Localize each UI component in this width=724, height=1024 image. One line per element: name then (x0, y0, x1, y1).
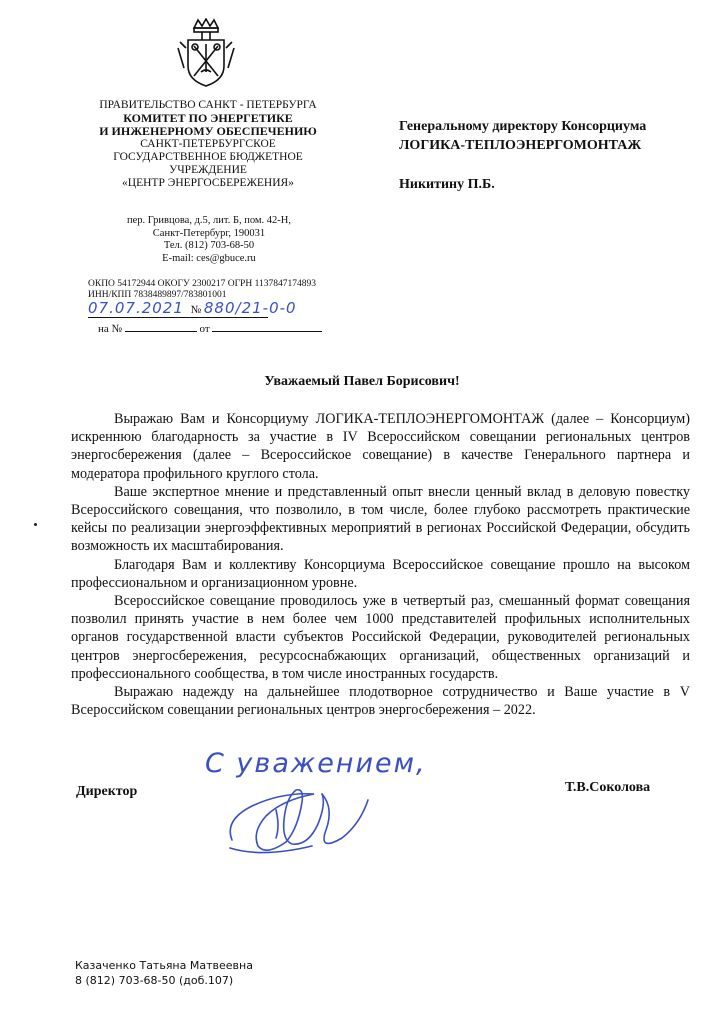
number-sign: № (190, 304, 202, 316)
registration-codes (88, 279, 348, 301)
institution-line1: САНКТ-ПЕТЕРБУРГСКОЕ (140, 138, 276, 150)
executor-footer (75, 958, 253, 988)
codes-line2: ИНН/КПП 7838489897/783801001 (88, 290, 227, 300)
registration-underline (88, 317, 268, 318)
addressee-name: Никитину П.Б. (399, 177, 495, 192)
salutation: Уважаемый Павел Борисович! (264, 374, 460, 389)
institution-line3: УЧРЕЖДЕНИЕ (169, 164, 247, 176)
signature-image (222, 780, 372, 858)
institution-line4: «ЦЕНТР ЭНЕРГОСБЕРЕЖЕНИЯ» (122, 177, 294, 189)
codes-line1: ОКПО 54172944 ОКОГУ 2300217 ОГРН 1137847174893 (88, 279, 316, 289)
handwritten-regards: С уважением, (205, 748, 427, 779)
ot-date-blank (212, 320, 322, 332)
address-line1: пер. Гривцова, д.5, лит. Б, пом. 42-Н, (126, 215, 292, 226)
executor-name: Казаченко Татьяна Матвеевна (75, 959, 253, 972)
paragraph-1: Выражаю Вам и Консорциуму ЛОГИКА-ТЕПЛОЭНЕРГОМОНТАЖ (далее – Консорциум) искреннюю благодарность за участие в IV Всероссийском совещании региональных центров энергосбережения (далее – Всероссийское совещание) в качестве Генерального партнера и модератора профильного круглого стола. (71, 411, 690, 482)
paragraph-5: Выражаю надежду на дальнейшее плодотворное сотрудничество и Ваше участие в V Всероссийском совещании региональных центров энергосбережения – 2022. (71, 684, 690, 719)
executor-phone: 8 (812) 703-68-50 (доб.107) (75, 974, 234, 987)
na-number-blank (125, 320, 197, 332)
handwritten-number: 880/21-0-0 (203, 299, 297, 317)
paragraph-2: Ваше экспертное мнение и представленный опыт внесли ценный вклад в деловую повестку Всероссийского совещания, что позволило, в том числе, более глубоко рассмотреть практические кейсы по реализации энергоэффективных мероприятий в регионах Российской Федерации, обсудить возможность их масштабирования. (71, 483, 690, 555)
scan-speck (34, 523, 37, 526)
committee-name-line1: КОМИТЕТ ПО ЭНЕРГЕТИКЕ (123, 111, 293, 125)
signatory-role: Директор (76, 784, 138, 799)
addressee-block (399, 117, 699, 194)
organization-header (78, 99, 338, 190)
email-line: E-mail: ces@gbuce.ru (162, 252, 256, 264)
signatory-name: Т.В.Соколова (565, 780, 651, 795)
handwritten-date: 07.07.2021 (88, 299, 184, 317)
letter-body (71, 410, 690, 719)
government-name: ПРАВИТЕЛЬСТВО САНКТ - ПЕТЕРБУРГА (99, 99, 317, 111)
paragraph-4: Всероссийское совещание проводилось уже в четвертый раз, смешанный формат совещания позволил принять участие в нем более чем 1000 представителей профильных исполнительных органов государственной власти субъектов Российской Федерации, руководителей региональных центров энергосбережения, ресурсоснабжающих организаций, общественных организаций и профессионального сообщества, в том числе иностранных государств. (71, 593, 690, 682)
committee-name-line2: И ИНЖЕНЕРНОМУ ОБЕСПЕЧЕНИЮ (99, 124, 317, 138)
address-line2: Санкт-Петербург, 190031 (152, 227, 266, 239)
paragraph-3: Благодаря Вам и коллективу Консорциума Всероссийское совещание прошло на высоком профессиональном и организационном уровне. (71, 556, 690, 591)
addressee-line1: Генеральному директору Консорциума (399, 119, 647, 134)
st-petersburg-coat-of-arms-icon (174, 18, 238, 90)
outgoing-registration-line (88, 301, 297, 317)
incoming-reference-line (98, 320, 322, 336)
ot-label: от (199, 323, 210, 335)
organization-address (100, 215, 318, 265)
addressee-line2: ЛОГИКА-ТЕПЛОЭНЕРГОМОНТАЖ (399, 138, 642, 153)
phone-line: Тел. (812) 703-68-50 (163, 240, 255, 251)
institution-line2: ГОСУДАРСТВЕННОЕ БЮДЖЕТНОЕ (113, 151, 303, 163)
na-number-label: на № (98, 323, 123, 335)
